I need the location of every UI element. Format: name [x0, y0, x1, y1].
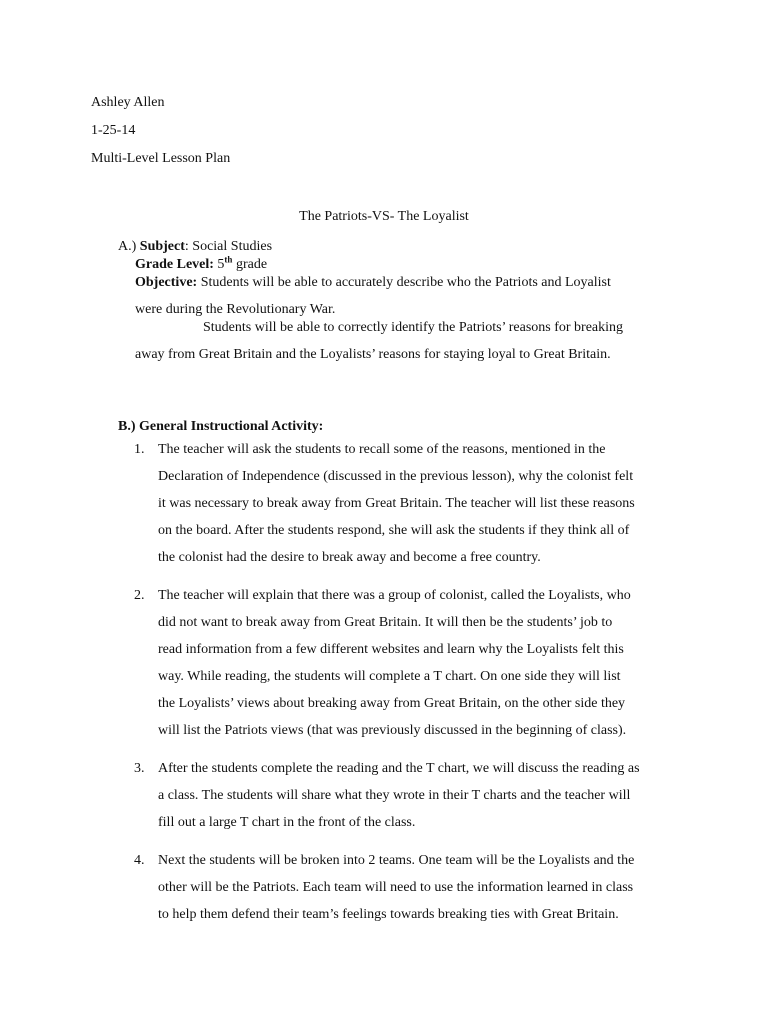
objective-2-text-2: away from Great Britain and the Loyalists’ reasons for staying loyal to Great Britain. [135, 347, 611, 362]
list-item-number: 2. [134, 588, 145, 603]
grade-suffix: th [224, 254, 233, 265]
grade-number: 5 [217, 257, 225, 272]
list-item-line: After the students complete the reading and the T chart, we will discuss the reading as [158, 761, 640, 776]
objective-1-text-1: Students will be able to accurately describe who the Patriots and Loyalist [200, 275, 611, 290]
section-a-prefix: A.) [118, 239, 137, 254]
list-item-number: 3. [134, 761, 145, 776]
objective-2-text-1: Students will be able to correctly identify the Patriots’ reasons for breaking [203, 320, 624, 335]
list-item-line: The teacher will explain that there was a group of colonist, called the Loyalists, who [158, 588, 631, 603]
section-a [118, 238, 678, 364]
list-item [134, 582, 694, 744]
objective-1-text-2: were during the Revolutionary War. [135, 302, 336, 317]
lesson-title: The Patriots-VS- The Loyalist [299, 209, 469, 224]
list-item-line: Declaration of Independence (discussed in the previous lesson), why the colonist felt [158, 469, 634, 484]
list-item-line: on the board. After the students respond, she will ask the students if they think all of [158, 523, 630, 538]
list-item-line: other will be the Patriots. Each team will need to use the information learned in class [158, 880, 634, 895]
list-item-line: it was necessary to break away from Great Britain. The teacher will list these reasons [158, 496, 635, 511]
activity-list [134, 436, 694, 939]
subject-line [118, 238, 678, 256]
objective-label: Objective: [135, 275, 198, 290]
grade-label: Grade Level: [135, 257, 214, 272]
subject-label: Subject [139, 239, 185, 254]
author-name: Ashley Allen [91, 95, 165, 110]
list-item-line: Next the students will be broken into 2 teams. One team will be the Loyalists and the [158, 853, 635, 868]
document-date: 1-25-14 [91, 123, 136, 138]
grade-word: grade [235, 257, 268, 272]
list-item-line: to help them defend their team’s feelings towards breaking ties with Great Britain. [158, 907, 619, 922]
list-item-number: 4. [134, 853, 145, 868]
list-item [134, 847, 694, 928]
list-item-line: the Loyalists’ views about breaking away from Great Britain, on the other side they [158, 696, 626, 711]
list-item [134, 436, 694, 571]
list-item-line: read information from a few different websites and learn why the Loyalists felt this [158, 642, 624, 657]
list-item-line: way. While reading, the students will complete a T chart. On one side they will list [158, 669, 621, 684]
list-item-line: a class. The students will share what they wrote in their T charts and the teacher will [158, 788, 631, 803]
list-item-line: will list the Patriots views (that was previously discussed in the beginning of class). [158, 723, 627, 738]
list-item-line: the colonist had the desire to break away and become a free country. [158, 550, 541, 565]
section-b-heading: B.) General Instructional Activity: [118, 419, 324, 434]
list-item-line: did not want to break away from Great Britain. It will then be the students’ job to [158, 615, 613, 630]
subject-value: : Social Studies [184, 239, 273, 254]
list-item-line: The teacher will ask the students to recall some of the reasons, mentioned in the [158, 442, 606, 457]
document-type: Multi-Level Lesson Plan [91, 151, 231, 166]
list-item [134, 755, 694, 836]
objective-line-1 [118, 274, 678, 292]
grade-line [118, 256, 678, 274]
list-item-number: 1. [134, 442, 145, 457]
list-item-line: fill out a large T chart in the front of the class. [158, 815, 416, 830]
